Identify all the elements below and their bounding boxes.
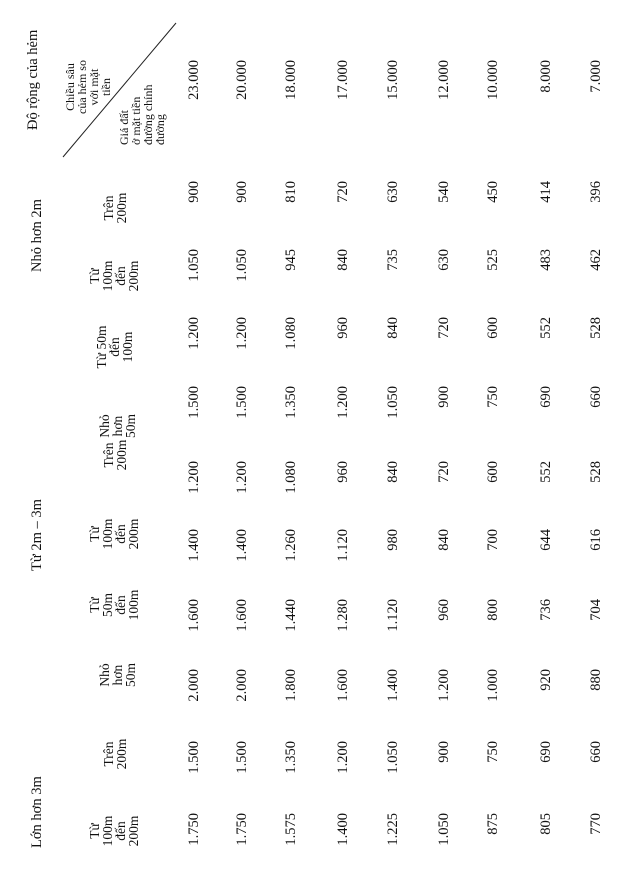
main-road-price-cell: 20.000 [234, 60, 250, 100]
table-cell: 1.050 [234, 249, 250, 282]
group-header-under-2m: Nhỏ hơn 2m [29, 199, 45, 272]
table-cell: 1.600 [234, 599, 250, 632]
main-road-price-cell: 12.000 [436, 60, 452, 100]
table-cell: 810 [283, 181, 299, 203]
table-cell: 920 [538, 669, 554, 691]
table-cell: 840 [335, 249, 351, 271]
table-cell: 1.350 [283, 386, 299, 419]
table-cell: 1.050 [385, 386, 401, 419]
table-cell: 660 [588, 386, 604, 408]
table-cell: 2.000 [234, 669, 250, 702]
table-cell: 1.400 [234, 529, 250, 562]
main-road-price-cell: 17.000 [335, 60, 351, 100]
table-cell: 1.750 [186, 813, 202, 846]
table-cell: 1.050 [436, 813, 452, 846]
table-cell: 1.200 [436, 669, 452, 702]
subheader-under2-over200: Trên 200m [101, 192, 129, 224]
table-cell: 1.200 [335, 386, 351, 419]
main-road-price-cell: 15.000 [385, 60, 401, 100]
table-cell: 945 [283, 249, 299, 271]
table-cell: 1.350 [283, 741, 299, 774]
table-cell: 1.200 [234, 317, 250, 350]
table-cell: 414 [538, 181, 554, 203]
table-cell: 552 [538, 317, 554, 339]
table-cell: 800 [485, 599, 501, 621]
table-cell: 960 [335, 317, 351, 339]
table-cell: 600 [485, 317, 501, 339]
table-cell: 1.600 [186, 599, 202, 632]
table-cell: 528 [588, 317, 604, 339]
table-cell: 450 [485, 181, 501, 203]
subheader-under2-100-200: Từ 100m đến 200m [87, 260, 141, 292]
table-cell: 720 [436, 317, 452, 339]
table-cell: 875 [485, 813, 501, 835]
table-cell: 1.575 [283, 813, 299, 846]
table-cell: 1.120 [335, 529, 351, 562]
main-road-price-cell: 23.000 [186, 60, 202, 100]
table-cell: 690 [538, 741, 554, 763]
table-cell: 770 [588, 813, 604, 835]
subheader-2to3-50-100: Từ 50m đến 100m [87, 589, 141, 621]
table-cell: 1.000 [485, 669, 501, 702]
table-cell: 1.400 [385, 669, 401, 702]
table-cell: 552 [538, 461, 554, 483]
table-cell: 1.200 [186, 317, 202, 350]
table-cell: 840 [436, 529, 452, 551]
table-cell: 980 [385, 529, 401, 551]
table-cell: 1.750 [234, 813, 250, 846]
table-cell: 900 [186, 181, 202, 203]
group-header-2m-3m: Từ 2m – 3m [29, 499, 45, 571]
table-cell: 1.200 [335, 741, 351, 774]
table-cell: 2.000 [186, 669, 202, 702]
subheader-2to3-100-200: Từ 100m đến 200m [87, 518, 141, 550]
table-cell: 840 [385, 461, 401, 483]
corner-price-label: Giá đất ở mặt tiền đường chính đường [117, 84, 167, 145]
table-cell: 1.500 [234, 386, 250, 419]
table-cell: 630 [385, 181, 401, 203]
table-cell: 1.200 [234, 461, 250, 494]
main-road-price-cell: 8.000 [538, 60, 554, 93]
table-cell: 1.500 [234, 741, 250, 774]
table-cell: 1.800 [283, 669, 299, 702]
main-road-price-cell: 10.000 [485, 60, 501, 100]
table-cell: 1.400 [186, 529, 202, 562]
table-cell: 1.050 [385, 741, 401, 774]
table-cell: 720 [436, 461, 452, 483]
table-cell: 960 [335, 461, 351, 483]
group-header-over-3m: Lớn hơn 3m [29, 776, 45, 848]
table-cell: 1.080 [283, 317, 299, 350]
table-cell: 1.225 [385, 813, 401, 846]
table-cell: 1.440 [283, 599, 299, 632]
subheader-under2-under50: Nhỏ hơn 50m [97, 414, 138, 439]
table-cell: 1.080 [283, 461, 299, 494]
subheader-2to3-under50: Nhỏ hơn 50m [97, 663, 138, 688]
table-cell: 704 [588, 599, 604, 621]
table-cell: 960 [436, 599, 452, 621]
subheader-under2-50-100: Từ 50m đến 100m [94, 325, 135, 369]
table-cell: 1.600 [335, 669, 351, 702]
main-road-price-cell: 18.000 [283, 60, 299, 100]
table-cell: 880 [588, 669, 604, 691]
table-cell: 1.260 [283, 529, 299, 562]
table-cell: 840 [385, 317, 401, 339]
table-cell: 900 [436, 386, 452, 408]
table-cell: 644 [538, 529, 554, 551]
table-cell: 1.280 [335, 599, 351, 632]
table-cell: 462 [588, 249, 604, 271]
table-cell: 805 [538, 813, 554, 835]
table-cell: 396 [588, 181, 604, 203]
table-cell: 483 [538, 249, 554, 271]
table-cell: 900 [436, 741, 452, 763]
subheader-2to3-over200: Trên 200m [101, 439, 129, 471]
table-cell: 750 [485, 386, 501, 408]
table-cell: 630 [436, 249, 452, 271]
table-cell: 1.120 [385, 599, 401, 632]
table-cell: 528 [588, 461, 604, 483]
table-cell: 540 [436, 181, 452, 203]
subheader-over3m-100-200: Từ 100m đến 200m [87, 815, 141, 847]
table-cell: 750 [485, 741, 501, 763]
table-cell: 720 [335, 181, 351, 203]
table-cell: 900 [234, 181, 250, 203]
width-header: Độ rộng của hẻm [25, 29, 41, 130]
table-cell: 600 [485, 461, 501, 483]
main-road-price-cell: 7.000 [588, 60, 604, 93]
table-cell: 660 [588, 741, 604, 763]
table-cell: 690 [538, 386, 554, 408]
table-cell: 735 [385, 249, 401, 271]
table-cell: 1.050 [186, 249, 202, 282]
table-cell: 736 [538, 599, 554, 621]
table-cell: 616 [588, 529, 604, 551]
table-cell: 700 [485, 529, 501, 551]
table-cell: 1.200 [186, 461, 202, 494]
table-cell: 1.400 [335, 813, 351, 846]
table-cell: 1.500 [186, 741, 202, 774]
corner-depth-label: Chiều sâu của hẻm so với mặt tiền [63, 60, 113, 114]
table-cell: 1.500 [186, 386, 202, 419]
subheader-over3m-over200: Trên 200m [101, 738, 129, 770]
table-cell: 525 [485, 249, 501, 271]
